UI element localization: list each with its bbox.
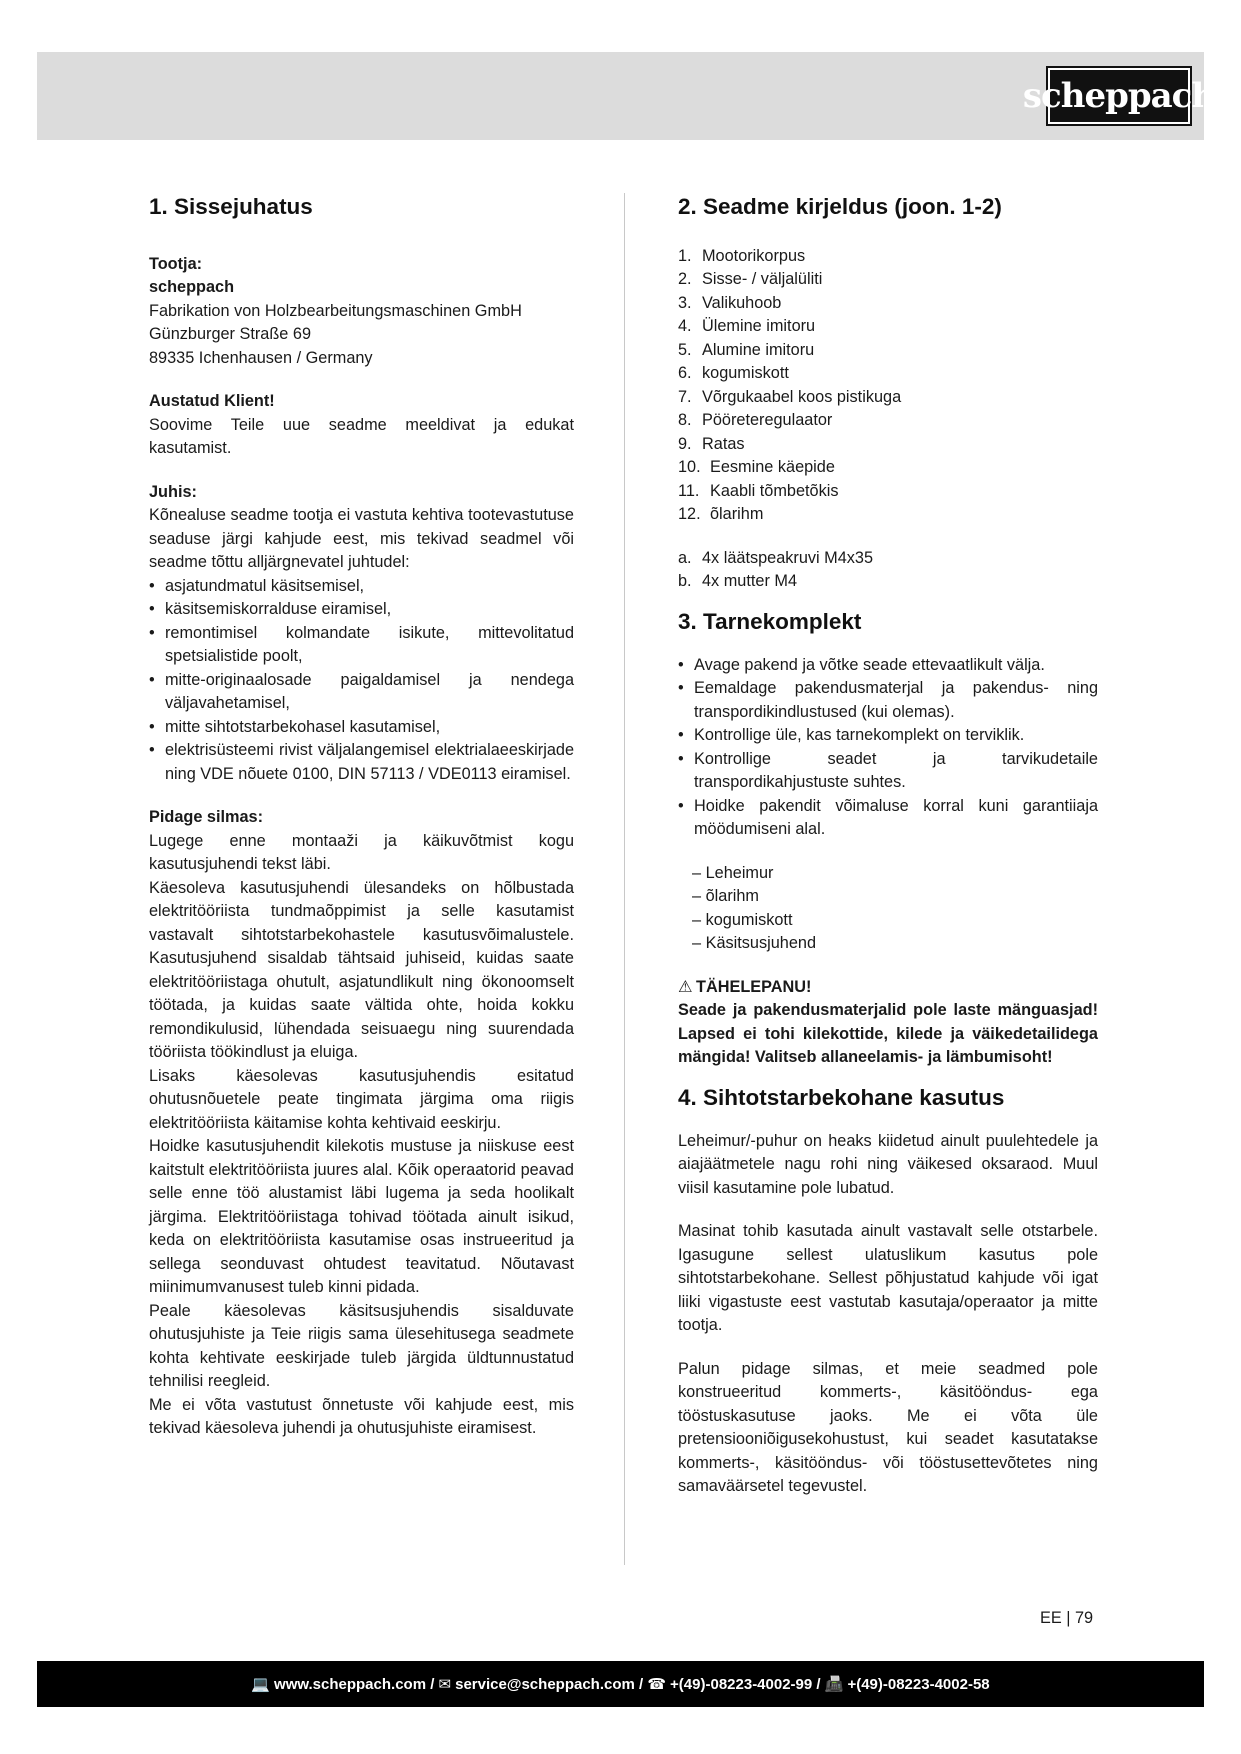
list-item: – õlarihm [692,885,1098,909]
list-item: a. 4x läätspeakruvi M4x35 [678,548,874,567]
list-item: 8. Pööreteregulaator [678,411,833,429]
footer-email[interactable]: service@scheppach.com / [455,1675,644,1693]
note-text: Kõnealuse seadme tootja ei vastuta kehtiva tootevastutuse seaduse järgi kahjude eest, mis tekivad seadmel või seadme tõttu alljärgnevatel juhtudel: [149,506,574,571]
list-item: 3. Valikuhoob [678,293,782,312]
manufacturer-street: Günzburger Straße 69 [149,325,311,343]
delivery-items-list [678,862,1098,956]
observe-paragraph: Me ei võta vastutust õnnetuste või kahjude eest, mis tekivad käesoleva juhendi ja ohutusjuhiste eiramisest. [149,1395,574,1437]
list-item: • Kontrollige seadet ja tarvikudetaile transpordikahjustuste suhtes. [678,748,1098,795]
footer-fax: +(49)-08223-4002-58 [847,1675,990,1693]
list-item: 7. Võrgukaabel koos pistikuga [678,387,902,406]
list-item: • käsitsemiskorralduse eiramisel, [149,598,574,622]
delivery-bullet-list [678,654,1098,842]
manufacturer-label: Tootja: [149,254,203,273]
list-item: • Kontrollige üle, kas tarnekomplekt on terviklik. [678,724,1098,748]
column-divider [624,193,625,1565]
footer-website[interactable]: www.scheppach.com / [274,1675,435,1693]
section-2-title: 2. Seadme kirjeldus (joon. 1-2) [678,194,1002,219]
list-item: • remontimisel kolmandate isikute, mittevolitatud spetsialistide poolt, [149,622,574,669]
list-item: • elektrisüsteemi rivist väljalangemisel elektrialaeeskirjade ning VDE nõuete 0100, DIN 57113 / VDE0113 eiramisel. [149,739,574,786]
list-item: • asjatundmatul käsitsemisel, [149,575,574,599]
observe-paragraph: Lisaks käesolevas kasutusjuhendis esitatud ohutusnõuetele peate tingimata järgima oma riigis elektritööriista käitamise kohta kehtivaid eeskirju. [149,1066,574,1132]
list-item: • Eemaldage pakendusmaterjal ja pakendus- ning transpordikindlustused (kui olemas). [678,677,1098,724]
list-item: – Leheimur [692,862,1098,886]
parts-list [678,245,1098,527]
list-item: 9. Ratas [678,434,745,453]
right-column [678,193,1098,1499]
list-item: • mitte-originaalosade paigaldamisel ja nendega väljavahetamisel, [149,669,574,716]
hardware-list [678,547,1098,594]
list-item: 12. õlarihm [678,505,764,523]
list-item: 11. Kaabli tõmbetõkis [678,481,839,500]
list-item: • mitte sihtotstarbekohasel kasutamisel, [149,716,574,740]
section-1-title: 1. Sissejuhatus [149,194,313,219]
use-paragraph: Leheimur/-puhur on heaks kiidetud ainult puulehtedele ja aiajäätmetele nagu rohi ning väikesed oksaraod. Muul viisil kasutamine pole lubatud. [678,1131,1098,1197]
observe-paragraph: Hoidke kasutusjuhendit kilekotis mustuse ja niiskuse eest kaitstult elektritööriista juures alal. Kõik operaatorid peavad selle enne töö alustamist läbi lugema ja seda hoolikalt järgima. Elektritööriistaga tohivad töötada ainult isikud, keda on elektritööriista kasutamise osas instrueeritud ja sellega seonduvast ohtudest teavitatud. Nõutavast miinimumvanusest tuleb kinni pidada. [149,1137,574,1296]
left-column [149,193,574,1441]
list-item: 5. Alumine imitoru [678,340,815,359]
page-number: EE | 79 [1040,1609,1094,1627]
observe-paragraph: Lugege enne montaaži ja käikuvõtmist kogu kasutusjuhendi tekst läbi. [149,831,574,873]
manufacturer-name: scheppach [149,278,235,296]
dear-customer-text: Soovime Teile uue seadme meeldivat ja edukat kasutamist. [149,415,574,457]
observe-paragraph: Peale käesolevas käsitsusjuhendis sisalduvate ohutusjuhiste ja Teie riigis sama ülesehitusega seadmete kohta kehtivate eeskirjade tuleb järgida üldtunnustatud tehnilisi reegleid. [149,1301,574,1390]
list-item: 4. Ülemine imitoru [678,317,816,335]
list-item: 6. kogumiskott [678,364,789,382]
list-item: 1. Mootorikorpus [678,246,806,265]
use-paragraph: Palun pidage silmas, et meie seadmed pole konstrueeritud kommerts-, käsitööndus- ega tööstuskasutuse jaoks. Me ei võta üle pretensiooniõigusekohustust, kui seadet kasutatakse kommerts-, käsitööndus- või tööstusettevõtetes ning samaväärsetel tegevustel. [678,1359,1098,1495]
manufacturer-company: Fabrikation von Holzbearbeitungsmaschinen GmbH [149,301,522,320]
warning-heading: ⚠ TÄHELEPANU! [678,976,1098,1000]
computer-icon: 💻 [251,1676,271,1693]
footer-bar [37,1661,1204,1707]
section-4-title: 4. Sihtotstarbekohane kasutus [678,1084,1005,1110]
warning-triangle-icon: ⚠ [678,977,693,996]
manufacturer-city: 89335 Ichenhausen / Germany [149,348,373,367]
note-bullet-list [149,575,574,787]
header-band [37,52,1216,140]
list-item: 2. Sisse- / väljalüliti [678,270,823,288]
list-item: • Avage pakend ja võtke seade ettevaatlikult välja. [678,654,1098,678]
note-label: Juhis: [149,482,197,501]
email-icon: ✉ [438,1676,452,1693]
observe-label: Pidage silmas: [149,808,264,826]
observe-paragraph: Käesoleva kasutusjuhendi ülesandeks on hõlbustada elektritööriista tundmaõppimist ja selle kasutamist vastavalt sihtotstarbekohastele kasutusvõimalustele. Kasutusjuhend sisaldab tähtsaid juhiseid, kuidas saate elektritööriistaga ohutult, asjatundlikult ning ökonoomselt töötada, ja kuidas saate vältida ohte, hoida kokku remondikulusid, lühendada seisuaegu ning suurendada tööriista töökindlust ja eluiga. [149,878,574,1061]
dear-customer-label: Austatud Klient! [149,392,275,410]
use-paragraph: Masinat tohib kasutada ainult vastavalt selle otstarbele. Igasugune sellest ulatuslikum kasutus pole sihtotstarbekohane. Sellest põhjustatud kahjude või igat liiki vigastuste eest vastutab kasutaja/operaator ja mitte tootja. [678,1222,1098,1334]
scheppach-logo: scheppach [1048,68,1190,124]
footer-phone: +(49)-08223-4002-99 / [670,1675,821,1693]
warning-text: Seade ja pakendusmaterjalid pole laste mänguasjad! Lapsed ei tohi kilekottide, kilede ja väikedetailidega mängida! Valitseb allaneelamis- ja lämbumisoht! [678,1001,1098,1066]
fax-icon: 📠 [824,1676,844,1693]
list-item: – kogumiskott [692,909,1098,933]
list-item: • Hoidke pakendit võimaluse korral kuni garantiiaja möödumiseni alal. [678,795,1098,842]
list-item: b. 4x mutter M4 [678,572,798,590]
list-item: – Käsitsusjuhend [692,932,1098,956]
section-3-title: 3. Tarnekomplekt [678,608,862,634]
list-item: 10. Eesmine käepide [678,458,835,476]
phone-icon: ☎ [647,1676,667,1693]
